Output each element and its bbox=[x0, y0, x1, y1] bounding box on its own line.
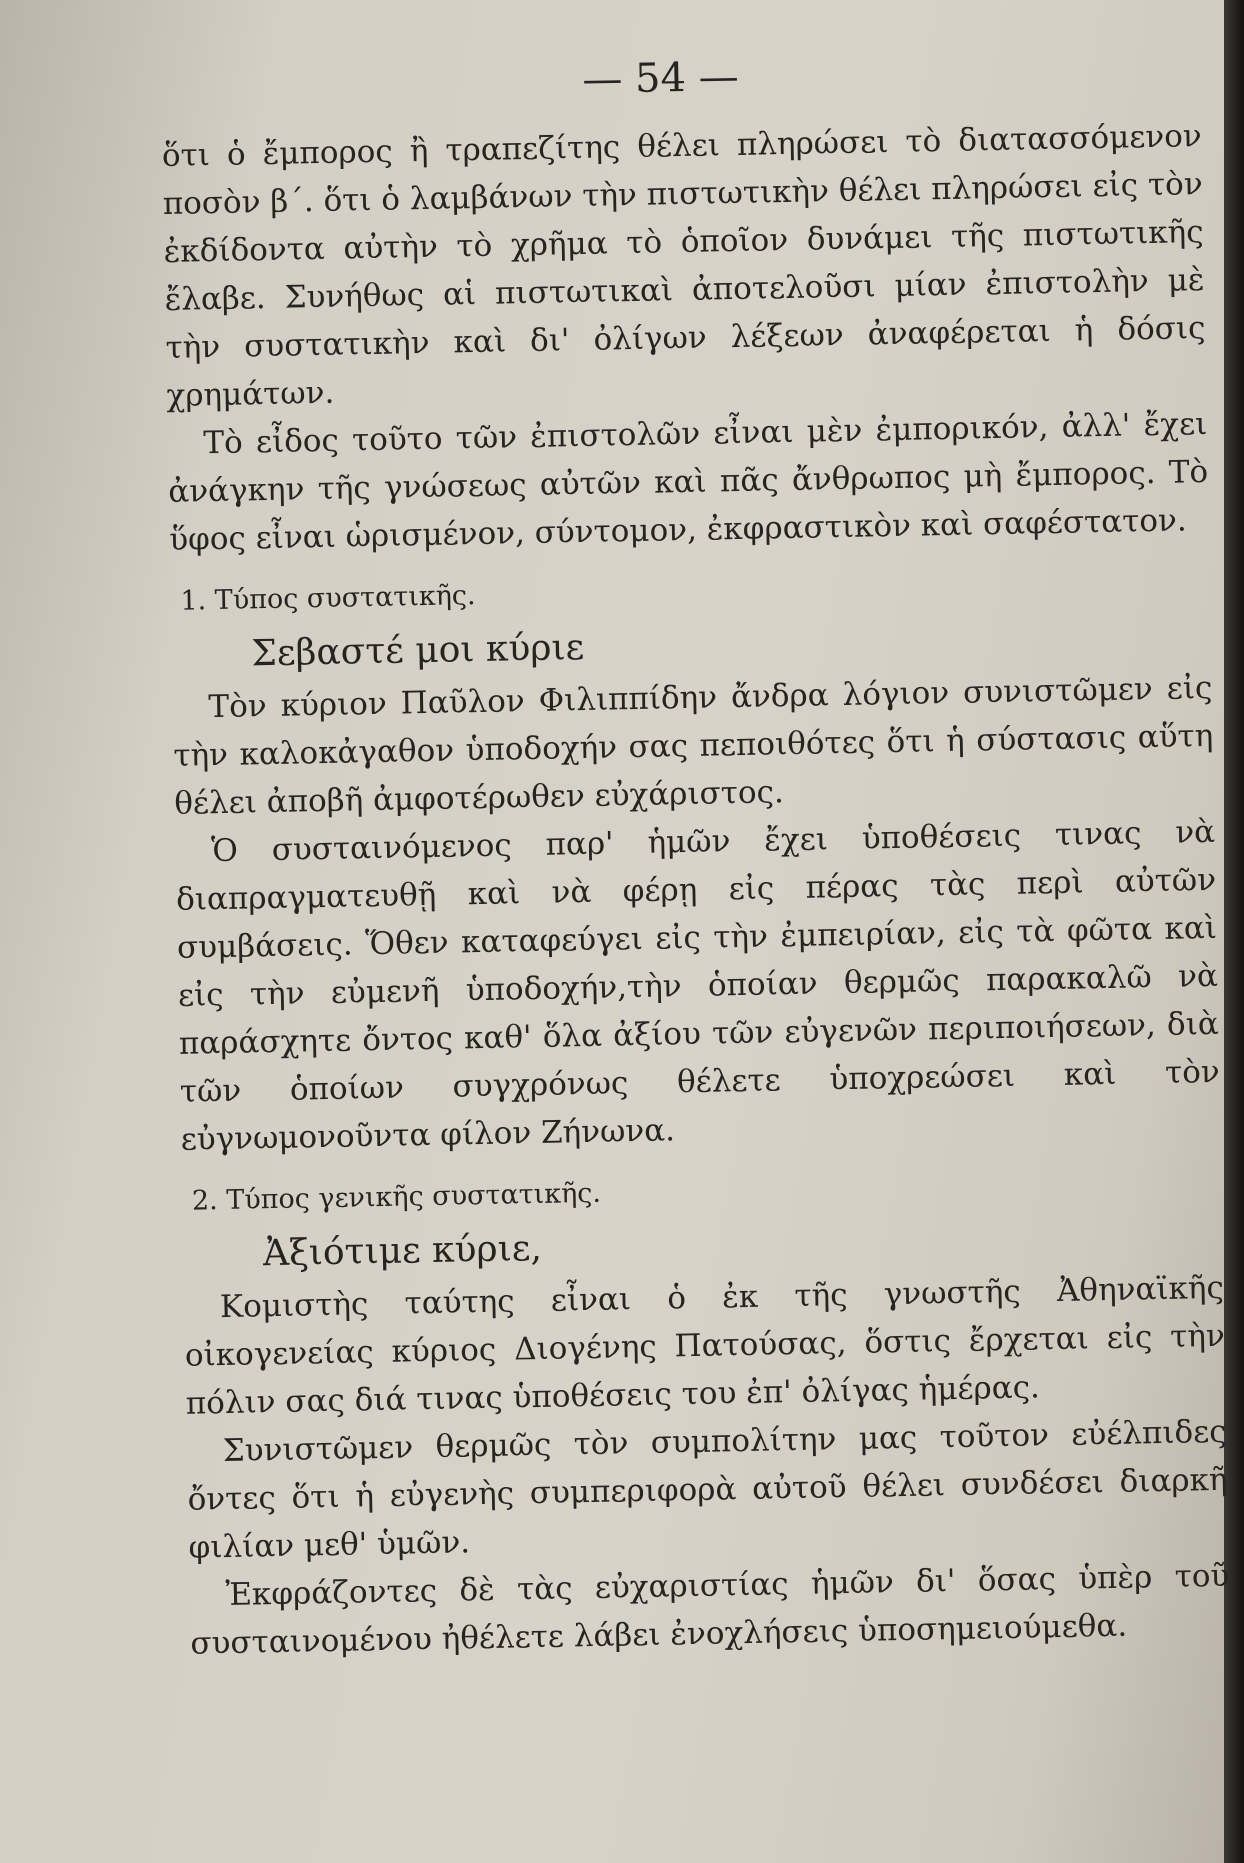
section-1-salutation: Σεβαστέ μοι κύριε bbox=[251, 626, 585, 675]
section-2-heading: 2. Τύπος γενικῆς συστατικῆς. bbox=[191, 1177, 602, 1217]
page-text-block bbox=[160, 38, 1231, 1668]
section-2-paragraph-2: Συνιστῶμεν θερμῶς τὸν συμπολίτην μας τοῦτον εὐέλπιδες ὄντες ὅτι ἡ εὐγενὴς συμπεριφορὰ αὐτοῦ θέλει συνδέσει διαρκῆ φιλίαν μεθ' ὑμῶν. bbox=[187, 1413, 1228, 1566]
intro-paragraph-2: Τὸ εἶδος τοῦτο τῶν ἐπιστολῶν εἶναι μὲν ἐμπορικόν, ἀλλ' ἔχει ἀνάγκην τῆς γνώσεως αὐτῶν καὶ πᾶς ἄνθρωπος μὴ ἔμπορος. Τὸ ὕφος εἶναι ὡρισμένον, σύντομον, ἐκφραστικὸν καὶ σαφέστατον. bbox=[167, 405, 1209, 558]
section-2-paragraph-3: Ἐκφράζοντες δὲ τὰς εὐχαριστίας ἡμῶν δι' ὅσας ὑπὲρ τοῦ συσταινομένου ἠθέλετε λάβει ἐνοχλήσεις ὑποσημειούμεθα. bbox=[190, 1557, 1230, 1662]
section-1-paragraph-2: Ὁ συσταινόμενος παρ' ἡμῶν ἔχει ὑποθέσεις τινας νὰ διαπραγματευθῇ καὶ νὰ φέρῃ εἰς πέρας τὰς περὶ αὐτῶν συμβάσεις. Ὅθεν καταφεύγει εἰς τὴν ἐμπειρίαν, εἰς τὰ φῶτα καὶ εἰς τὴν εὐμενῆ ὑποδοχήν,τὴν ὁποίαν θερμῶς παρακαλῶ νὰ παράσχητε ὄντος καθ' ὅλα ἀξίου τῶν εὐγενῶν περιποιήσεων, διὰ τῶν ὁποίων συγχρόνως θέλετε ὑποχρεώσει καὶ τὸν εὐγνωμονοῦντα φίλον Ζήνωνα. bbox=[175, 813, 1221, 1158]
intro-paragraph-1: ὅτι ὁ ἔμπορος ἢ τραπεζίτης θέλει πληρώσει τὸ διατασσόμενον ποσὸν β΄. ὅτι ὁ λαμβάνων τὴν πιστωτικὴν θέλει πληρώσει εἰς τὸν ἐκδίδοντα αὐτὴν τὸ χρῆμα τὸ ὁποῖον δυνάμει τῆς πιστωτικῆς ἔλαβε. Συνήθως αἱ πιστωτικαὶ ἀποτελοῦσι μίαν ἐπιστολὴν μὲ τὴν συστατικὴν καὶ δι' ὀλίγων λέξεων ἀναφέρεται ἡ δόσις χρημάτων. bbox=[161, 118, 1206, 414]
section-1-heading: 1. Τύπος συστατικῆς. bbox=[180, 580, 476, 617]
section-2-salutation: Ἀξιότιμε κύριε, bbox=[262, 1227, 543, 1275]
page-number: — 54 — bbox=[581, 53, 740, 103]
section-2-paragraph-1: Κομιστὴς ταύτης εἶναι ὁ ἐκ τῆς γνωστῆς Ἀθηναϊκῆς οἰκογενείας κύριος Διογένης Πατούσας, ὅστις ἔρχεται εἰς τὴν πόλιν σας διά τινας ὑποθέσεις του ἐπ' ὀλίγας ἡμέρας. bbox=[184, 1269, 1226, 1422]
section-1-paragraph-1: Τὸν κύριον Παῦλον Φιλιππίδην ἄνδρα λόγιον συνιστῶμεν εἰς τὴν καλοκἀγαθον ὑποδοχήν σας πεποιθότες ὅτι ἡ σύστασις αὕτη θέλει ἀποβῆ ἀμφοτέρωθεν εὐχάριστος. bbox=[173, 669, 1214, 822]
